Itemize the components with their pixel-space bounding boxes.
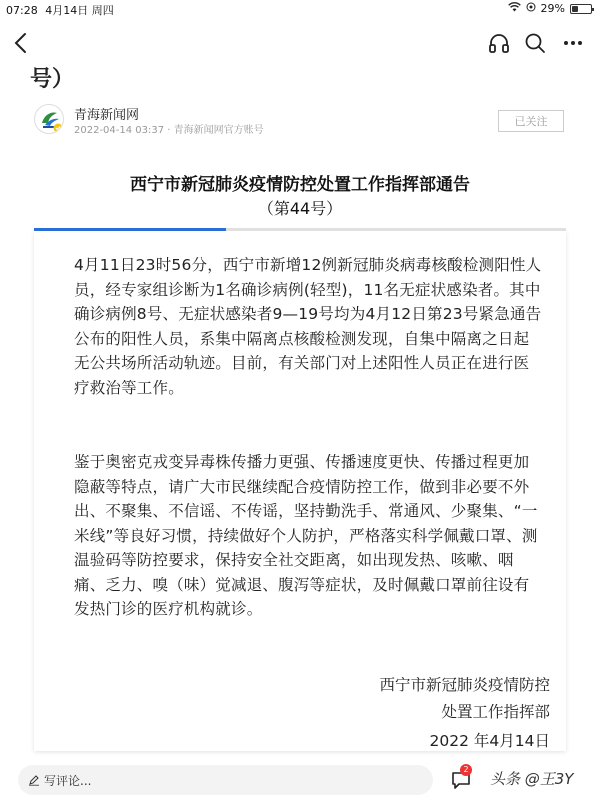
notice-paragraph-2: 鉴于奥密克戎变异毒株传播力更强、传播速度更快、传播过程更加隐蔽等特点，请广大市民继续配合疫情防控工作，做到非必要不外出、不聚集、不信谣、不传谣，坚持勤洗手、常通风、少聚集、“一米线”等良好习惯，持续做好个人防护，严格落实科学佩戴口罩、测温验码等防控要求，保持安全社交距离，如出现发热、咳嗽、咽痛、乏力、嗅（味）觉减退、腹泻等症状，及时佩戴口罩前往设有发热门诊的医疗机构就诊。 <box>74 453 538 618</box>
author-name[interactable]: 青海新闻网 <box>74 108 140 123</box>
reading-progress <box>34 228 566 231</box>
more-icon <box>563 40 583 46</box>
notice-title: 西宁市新冠肺炎疫情防控处置工作指挥部通告 <box>130 175 470 195</box>
comment-input[interactable] <box>18 765 433 795</box>
status-indicators <box>508 2 592 15</box>
author-avatar[interactable] <box>34 104 64 134</box>
headphones-icon <box>488 32 510 54</box>
status-date: 4月14日 周四 <box>45 4 114 17</box>
comment-placeholder: 写评论... <box>44 774 92 788</box>
more-button[interactable] <box>558 28 588 58</box>
chevron-left-icon <box>13 32 29 54</box>
notice-number: （第44号） <box>257 199 343 218</box>
article-title-fragment: 号） <box>30 67 75 92</box>
notice-paragraph-1: 4月11日23时56分，西宁市新增12例新冠肺炎病毒核酸检测阳性人员，经专家组诊断为1名确诊病例(轻型)，11名无症状感染者。其中确诊病例8号、无症状感染者9—19号均为4月12日第23号紧急通告公布的阳性人员，系集中隔离点核酸检测发现，自集中隔离之日起无公共场所活动轨迹。目前，有关部门对上述阳性人员正在进行医疗救治等工作。 <box>74 256 542 397</box>
nav-bar <box>0 22 600 62</box>
signature-date: 2022 年4月14日 <box>429 732 550 750</box>
verified-badge-icon <box>53 123 63 133</box>
status-time: 07:28 <box>6 4 38 17</box>
signature-line-2: 处置工作指挥部 <box>441 703 550 721</box>
search-icon <box>524 32 546 54</box>
reading-progress-fill <box>34 228 226 231</box>
bottom-bar <box>0 762 600 800</box>
battery-icon <box>570 4 592 14</box>
wifi-icon <box>508 2 521 15</box>
status-time-date <box>6 2 114 18</box>
status-bar <box>0 0 600 18</box>
pencil-icon <box>28 774 40 786</box>
battery-percent: 29% <box>540 2 565 15</box>
comment-count-badge: 2 <box>460 764 472 776</box>
author-header <box>30 104 570 140</box>
follow-button[interactable]: 已关注 <box>498 110 564 132</box>
signature-line-1: 西宁市新冠肺炎疫情防控 <box>379 676 550 694</box>
search-button[interactable] <box>520 28 550 58</box>
watermark: 头条 @王3Y <box>490 770 574 788</box>
author-meta: 2022-04-14 03:37 · 青海新闻网官方账号 <box>74 125 264 136</box>
location-icon <box>526 2 536 15</box>
listen-button[interactable] <box>484 28 514 58</box>
back-button[interactable] <box>6 28 36 58</box>
